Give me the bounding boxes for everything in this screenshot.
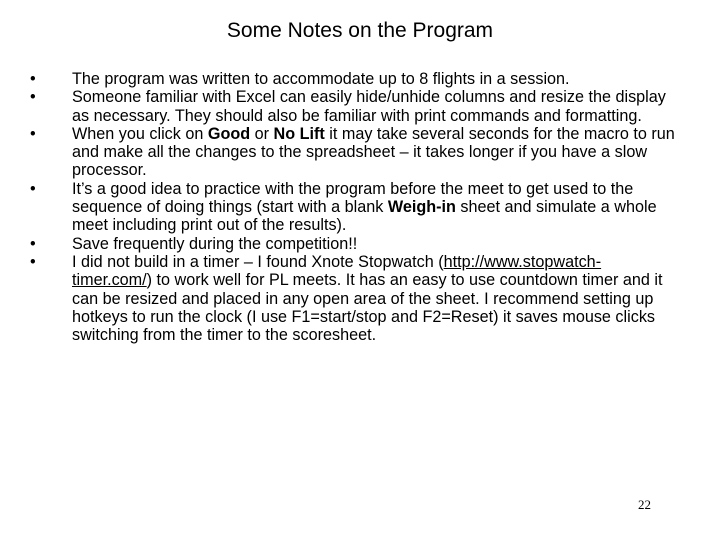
bullet-item-save <box>30 235 680 253</box>
bullet-text: Save frequently during the competition!! <box>72 234 358 253</box>
bullet-text-post: ) to work well for PL meets. It has an easy to use countdown timer and it can be resized and placed in any open area of the sheet. I recommend setting up hotkeys to run the clock (I use F1=start/stop and F2=Reset) it saves mouse clicks switching from the timer to the scoresheet. <box>72 271 663 345</box>
good-button-label: Good <box>207 124 251 143</box>
bullet-text-post: it may take several seconds for the macro to run and make all the changes to the spreadsheet – it takes longer if you have a slow processor. <box>72 124 675 180</box>
bullet-text-pre: I did not build in a timer – I found Xnote Stopwatch ( <box>72 252 444 271</box>
bullet-icon: • <box>30 179 36 198</box>
bullet-text: Someone familiar with Excel can easily hide/unhide columns and resize the display as necessary. They should also be familiar with print commands and formatting. <box>72 88 666 125</box>
bullet-text: The program was written to accommodate up to 8 flights in a session. <box>72 70 570 88</box>
bullet-item-excel <box>30 88 680 125</box>
bullet-text-post: sheet and simulate a whole meet including print out of the results). <box>72 198 657 235</box>
bullet-item-practice <box>30 180 680 235</box>
stopwatch-link[interactable]: http://www.stopwatch-timer.com/ <box>72 252 602 290</box>
slide-title: Some Notes on the Program <box>226 19 494 42</box>
weigh-in-sheet-label: Weigh-in <box>387 198 456 217</box>
bullet-item-flights <box>30 70 680 88</box>
bullet-icon: • <box>30 88 36 107</box>
bullet-item-timer <box>30 253 680 344</box>
page-number: 22 <box>638 497 651 512</box>
bullet-icon: • <box>30 70 36 88</box>
bullet-icon: • <box>30 252 36 271</box>
bullet-icon: • <box>30 234 36 253</box>
bullet-text-pre: When you click on <box>72 124 208 143</box>
bullet-text <box>72 125 675 180</box>
bullet-text-pre: It’s a good idea to practice with the program before the meet to get used to the sequence of doing things (start with a blank <box>72 179 634 217</box>
bullet-list <box>30 70 680 344</box>
bullet-text <box>72 253 663 344</box>
bullet-icon: • <box>30 124 36 143</box>
bullet-text <box>72 180 657 235</box>
no-lift-button-label: No Lift <box>273 124 325 143</box>
bullet-item-macro <box>30 125 680 180</box>
bullet-text-mid: or <box>250 124 274 143</box>
